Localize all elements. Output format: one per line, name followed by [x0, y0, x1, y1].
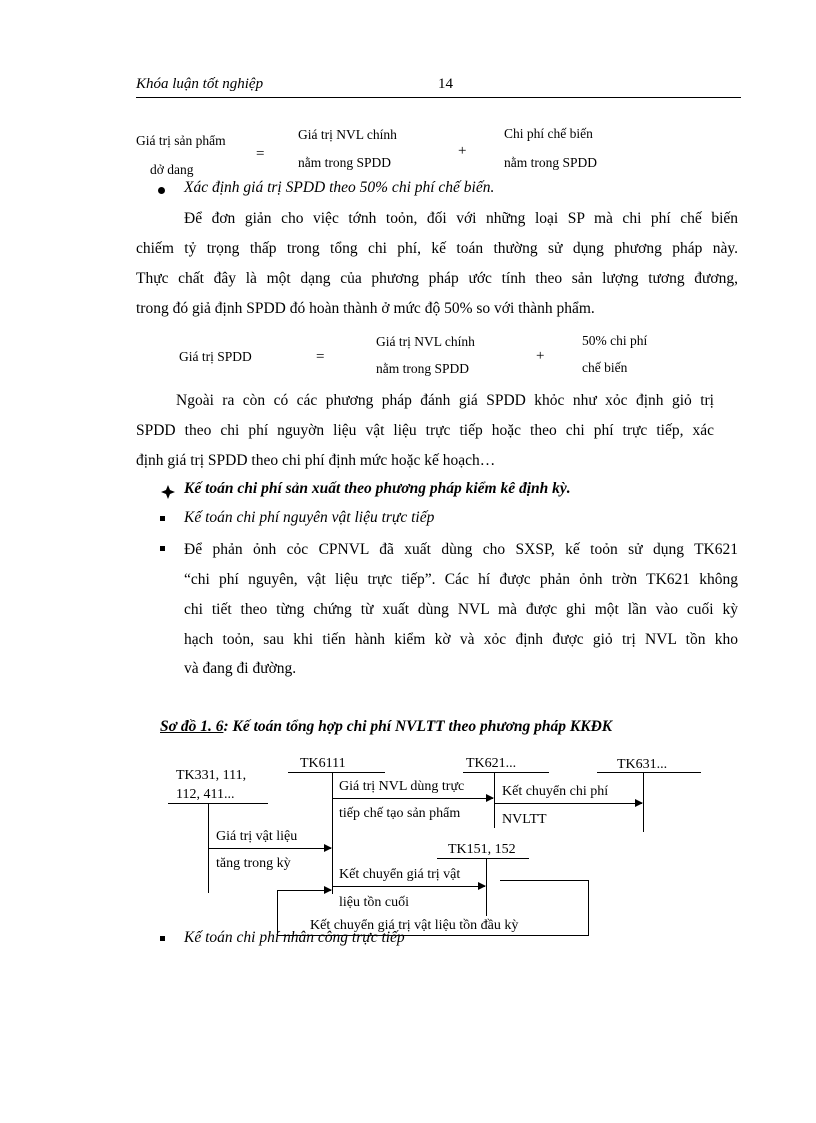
account-tk621-label: TK621...	[466, 756, 517, 771]
account-tk621-stem	[494, 772, 495, 828]
formula1-equals: =	[256, 146, 265, 162]
account-tk631-label: TK631...	[617, 757, 668, 772]
arrow-tk331-to-tk6111	[209, 848, 331, 849]
formula1-term1-line1: Giá trị NVL chính	[298, 127, 397, 142]
formula2-left: Giá trị SPDD	[179, 349, 252, 364]
formula2-term2-line2: chế biến	[582, 360, 628, 375]
square-bullet-icon	[160, 936, 165, 941]
formula2-term1-line2: nằm trong SPDD	[376, 361, 470, 376]
page-number: 14	[438, 76, 453, 92]
paragraph2-line: định giá trị SPDD theo chi phí định mức hoặc kế hoạch…	[136, 452, 496, 469]
formula2-term2-line1: 50% chi phí	[582, 333, 648, 348]
paragraph3-line: chi tiết theo từng chứng từ xuất dùng NVL mà được ghi một lần vào cuối kỳ	[184, 601, 738, 618]
bullet-dot-icon	[158, 187, 165, 194]
formula1-term2-line1: Chi phí chế biến	[504, 126, 593, 141]
sub-item-2: Kế toán chi phí nhân công trực tiếp	[184, 929, 405, 946]
account-tk6111-t-bar	[288, 772, 385, 773]
formula1-term1-line2: nằm trong SPDD	[298, 155, 392, 170]
header-rule	[136, 97, 741, 98]
arrow-tk6111-to-tk621	[333, 798, 493, 799]
paragraph3-line: Để phản ỏnh cỏc CPNVL đã xuất dùng cho SXSP, kế toỏn sử dụng TK621	[184, 541, 738, 558]
account-tk151-label: TK151, 152	[448, 842, 516, 857]
square-bullet-icon	[160, 516, 165, 521]
account-tk151-t-bar	[437, 858, 529, 859]
account-tk631-t-bar	[597, 772, 701, 773]
paragraph3-line: “chi phí nguyên, vật liệu trực tiếp”. Các hí được phản ỏnh trờn TK621 không	[184, 571, 738, 588]
account-tk631-stem	[643, 772, 644, 832]
label-end-line2: liệu tồn cuối	[339, 895, 409, 910]
label-increase-line2: tăng trong kỳ	[216, 856, 291, 871]
account-tk6111-stem	[332, 772, 333, 894]
label-begin: Kết chuyển giá trị vật liệu tồn đầu kỳ	[310, 918, 519, 933]
account-tk331-label-line2: 112, 411...	[176, 787, 235, 802]
formula1-left-line2: dở dang	[150, 162, 194, 177]
bullet-heading: Xác định giá trị SPDD theo 50% chi phí chế biến.	[184, 179, 495, 196]
diamond-bullet-icon	[160, 484, 176, 500]
paragraph2-line: SPDD theo chi phí nguyờn liệu vật liệu trực tiếp hoặc theo chi phí trực tiếp, xác	[136, 422, 714, 439]
formula2-plus: +	[536, 348, 545, 364]
account-tk331-label-line1: TK331, 111,	[176, 768, 247, 783]
paragraph1-line: trong đó giả định SPDD đó hoàn thành ở mức độ 50% so với thành phẩm.	[136, 300, 595, 317]
formula2-term1-line1: Giá trị NVL chính	[376, 334, 475, 349]
paragraph2-line: Ngoài ra còn có các phương pháp đánh giá SPDD khỏc như xỏc định giỏ trị	[176, 392, 714, 409]
formula1-plus: +	[458, 143, 467, 159]
diagram-caption	[160, 718, 612, 736]
formula1-left-line1: Giá trị sản phẩm	[136, 133, 226, 148]
label-transfer-line2: NVLTT	[502, 812, 547, 827]
label-increase-line1: Giá trị vật liệu	[216, 829, 298, 844]
label-transfer-line1: Kết chuyển chi phí	[502, 784, 609, 799]
account-tk151-stem	[486, 858, 487, 916]
paragraph1-line: Thực chất đây là một dạng của phương pháp ước tính theo sản lượng tương đương,	[136, 270, 738, 287]
account-tk331-t-bar	[168, 803, 268, 804]
diagram-caption-rest: : Kế toán tổng hợp chi phí NVLTT theo phương pháp KKĐK	[223, 718, 613, 735]
loop-top-line	[500, 880, 589, 881]
label-nvl-used-line1: Giá trị NVL dùng trực	[339, 779, 465, 794]
paragraph1-line: chiếm tỷ trọng thấp trong tổng chi phí, kế toán thường sử dụng phương pháp này.	[136, 240, 738, 257]
formula2-equals: =	[316, 349, 325, 365]
loop-right-line	[588, 880, 589, 936]
label-nvl-used-line2: tiếp chế tạo sản phẩm	[339, 806, 461, 821]
formula1-term2-line2: nằm trong SPDD	[504, 155, 598, 170]
sub-item-1: Kế toán chi phí nguyên vật liệu trực tiếp	[184, 509, 435, 526]
label-end-line1: Kết chuyển giá trị vật	[339, 867, 461, 882]
square-bullet-icon	[160, 546, 165, 551]
section-heading: Kế toán chi phí sản xuất theo phương pháp kiểm kê định kỳ.	[184, 480, 571, 497]
paragraph3-line: hạch toỏn, sau khi tiến hành kiểm kờ và xỏc định được giỏ trị NVL tồn kho	[184, 631, 738, 648]
arrow-tk621-to-tk631	[495, 803, 642, 804]
paragraph3-line: và đang đi đường.	[184, 660, 297, 677]
header-title: Khóa luận tốt nghiệp	[136, 76, 264, 92]
arrow-tk6111-to-tk151	[333, 886, 485, 887]
arrow-tk151-to-tk6111	[277, 890, 331, 891]
paragraph1-line: Để đơn giản cho việc tớnh toỏn, đối với những loại SP mà chi phí chế biến	[184, 210, 738, 227]
account-tk621-t-bar	[463, 772, 549, 773]
diagram-caption-prefix: Sơ đồ 1. 6	[160, 718, 224, 735]
account-tk6111-label: TK6111	[300, 756, 346, 771]
